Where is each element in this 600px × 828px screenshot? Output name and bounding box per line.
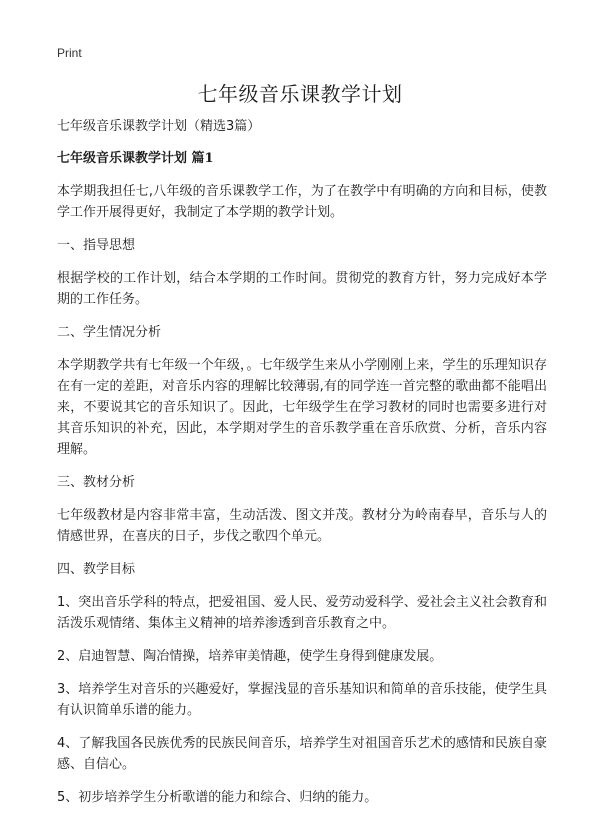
paragraph-textbook-analysis: 七年级教材是内容非常丰富，生动活泼、图文并茂。教材分为岭南春早，音乐与人的情感世界，在喜庆的日子，步伐之歌四个单元。 bbox=[57, 508, 547, 544]
paragraph-student-analysis: 本学期教学共有七年级一个年级，。七年级学生来从小学刚刚上来，学生的乐理知识存在有一定的差距，对音乐内容的理解比较薄弱,有的同学连一首完整的歌曲都不能唱出来，不要说其它的音乐知识了。因此，七年级学生在学习教材的同时也需要多进行对其音乐知识的补充，因此，本学期对学生的音乐教学重在音乐欣赏、分析，音乐内容理解。 bbox=[57, 358, 547, 457]
intro-paragraph: 本学期我担任七,八年级的音乐课教学工作，为了在教学中有明确的方向和目标，使教学工作开展得更好，我制定了本学期的教学计划。 bbox=[57, 184, 547, 220]
print-label: Print bbox=[57, 46, 82, 60]
paragraph-guiding-ideology: 根据学校的工作计划，结合本学期的工作时间。贯彻党的教育方针，努力完成好本学期的工作任务。 bbox=[57, 271, 547, 307]
heading-teaching-goals: 四、教学目标 bbox=[57, 562, 136, 577]
goal-item-5: 5、初步培养学生分析歌谱的能力和综合、归纳的能力。 bbox=[57, 790, 378, 805]
goal-item-4: 4、了解我国各民族优秀的民族民间音乐，培养学生对祖国音乐艺术的感情和民族自豪感、自信心。 bbox=[57, 736, 547, 772]
heading-student-analysis: 二、学生情况分析 bbox=[57, 325, 162, 340]
heading-guiding-ideology: 一、指导思想 bbox=[57, 238, 136, 253]
heading-textbook-analysis: 三、教材分析 bbox=[57, 475, 136, 490]
document-body bbox=[57, 116, 547, 820]
goal-item-1: 1、突出音乐学科的特点，把爱祖国、爱人民、爱劳动爱科学、爱社会主义社会教育和活泼乐观情绪、集体主义精神的培养渗透到音乐教育之中。 bbox=[57, 595, 547, 631]
section-title: 七年级音乐课教学计划 篇1 bbox=[57, 151, 214, 166]
goal-item-2: 2、启迪智慧、陶冶情操，培养审美情趣，使学生身得到健康发展。 bbox=[57, 649, 443, 664]
document-title: 七年级音乐课教学计划 bbox=[197, 82, 403, 106]
goal-item-3: 3、培养学生对音乐的兴趣爱好，掌握浅显的音乐基知识和简单的音乐技能，使学生具有认识简单乐谱的能力。 bbox=[57, 682, 547, 718]
document-subtitle: 七年级音乐课教学计划（精选3篇） bbox=[57, 119, 261, 134]
